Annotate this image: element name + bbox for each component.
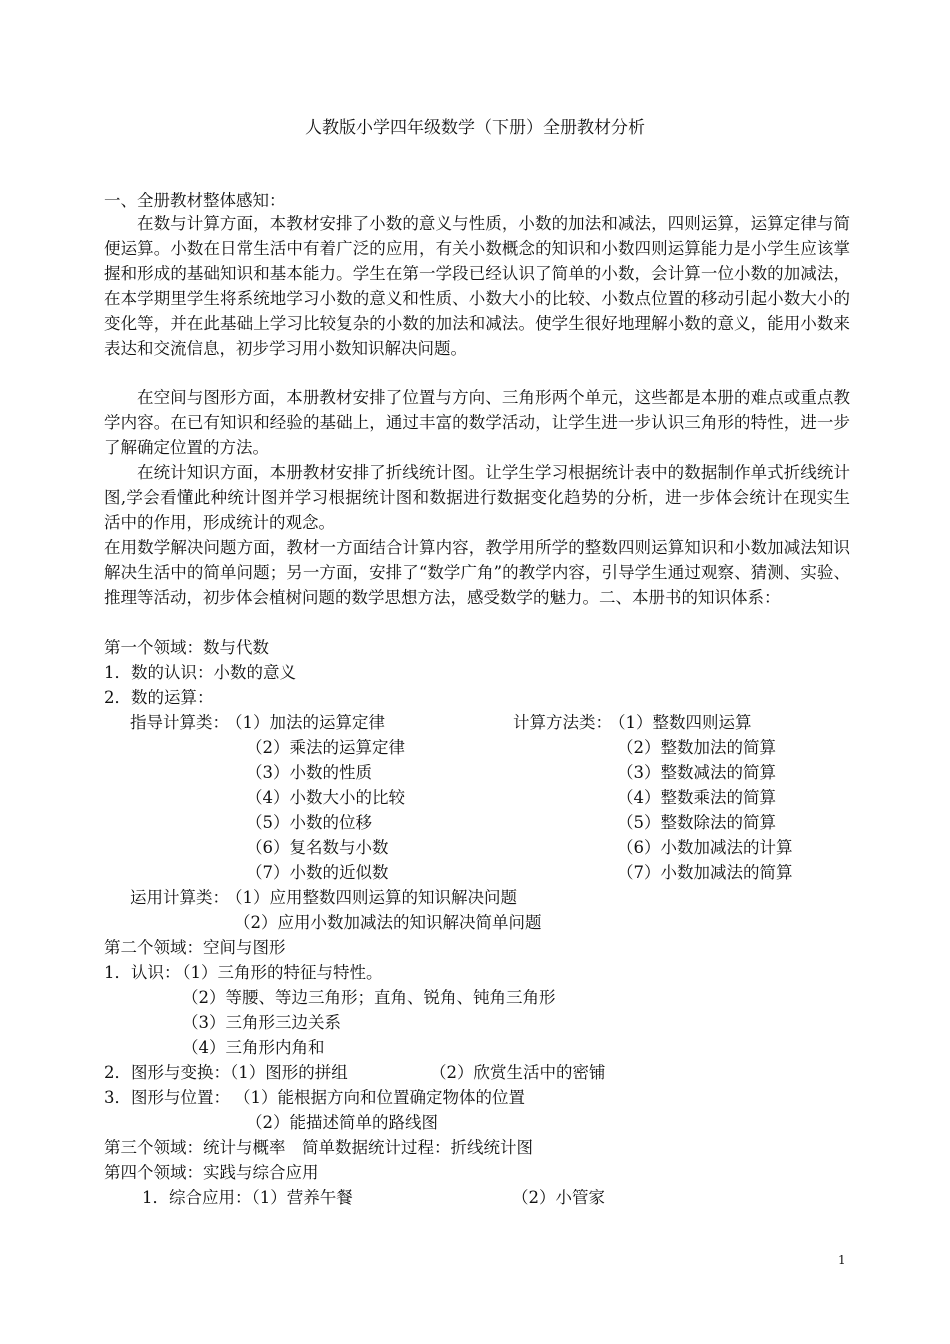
position-item: （2）能描述简单的路线图 <box>246 1113 438 1132</box>
apply-calc-item: （2）应用小数加减法的知识解决简单问题 <box>234 913 542 932</box>
method-calc-item: （3）整数减法的简算 <box>617 763 776 782</box>
recognition-label: 1．认识： <box>104 963 181 982</box>
method-calc-item: （2）整数加法的简算 <box>617 738 776 757</box>
method-calc-item: （5）整数除法的简算 <box>617 813 776 832</box>
method-calc-item: （1）整数四则运算 <box>609 713 752 732</box>
guide-calc-item: （4）小数大小的比较 <box>246 788 405 807</box>
apply-calc-item: （1）应用整数四则运算的知识解决问题 <box>226 888 517 907</box>
section-heading-overview: 一、全册教材整体感知： <box>104 191 286 210</box>
domain3-heading: 第三个领域：统计与概率 简单数据统计过程：折线统计图 <box>104 1138 533 1157</box>
transform-item-tessellation: （2）欣赏生活中的密铺 <box>430 1063 606 1082</box>
domain4-item: 1．综合应用：（1）营养午餐 <box>142 1188 353 1207</box>
apply-calc-label: 运用计算类： <box>130 888 229 907</box>
guide-calc-item: （7）小数的近似数 <box>246 863 389 882</box>
recognition-item: （3）三角形三边关系 <box>182 1013 341 1032</box>
guide-calc-item: （6）复名数与小数 <box>246 838 389 857</box>
recognition-item: （4）三角形内角和 <box>182 1038 325 1057</box>
domain1-item-operations: 2．数的运算： <box>104 688 214 707</box>
guide-calc-item: （3）小数的性质 <box>246 763 372 782</box>
guide-calc-item: （5）小数的位移 <box>246 813 372 832</box>
paragraph-problem-solving: 在用数学解决问题方面，教材一方面结合计算内容，教学用所学的整数四则运算知识和小数加减法知识解决生活中的简单问题；另一方面，安排了“数学广角”的教学内容，引导学生通过观察、猜测、实验、推理等活动，初步体会植树问题的数学思想方法，感受数学的魅力。二、本册书的知识体系： <box>104 538 850 607</box>
paragraph-space-geometry: 在空间与图形方面，本册教材安排了位置与方向、三角形两个单元，这些都是本册的难点或重点教学内容。在已有知识和经验的基础上，通过丰富的数学活动，让学生进一步认识三角形的特性，进一步了解确定位置的方法。 <box>104 388 850 457</box>
guide-calc-label: 指导计算类： <box>130 713 229 732</box>
paragraph-number-computation: 在数与计算方面，本教材安排了小数的意义与性质，小数的加法和减法，四则运算，运算定律与简便运算。小数在日常生活中有着广泛的应用，有关小数概念的知识和小数四则运算能力是小学生应该掌握和形成的基础知识和基本能力。学生在第一学段已经认识了简单的小数，会计算一位小数的加减法，在本学期里学生将系统地学习小数的意义和性质、小数大小的比较、小数点位置的移动引起小数大小的变化等，并在此基础上学习比较复杂的小数的加法和减法。使学生很好地理解小数的意义，能用小数来表达和交流信息，初步学习用小数知识解决问题。 <box>104 214 850 358</box>
position-label: 3．图形与位置： <box>104 1088 230 1107</box>
domain4-item-housekeeper: （2）小管家 <box>512 1188 605 1207</box>
domain1-item-number-recognition: 1．数的认识：小数的意义 <box>104 663 296 682</box>
domain2-heading: 第二个领域：空间与图形 <box>104 938 286 957</box>
domain4-heading: 第四个领域：实践与综合应用 <box>104 1163 319 1182</box>
method-calc-label: 计算方法类： <box>513 713 612 732</box>
guide-calc-item: （2）乘法的运算定律 <box>246 738 405 757</box>
paragraph-statistics: 在统计知识方面，本册教材安排了折线统计图。让学生学习根据统计表中的数据制作单式折线统计图,学会看懂此种统计图并学习根据统计图和数据进行数据变化趋势的分析，进一步体会统计在现实生活中的作用，形成统计的观念。 <box>104 463 850 532</box>
page-number: 1 <box>838 1253 846 1267</box>
method-calc-item: （4）整数乘法的简算 <box>617 788 776 807</box>
document-title: 人教版小学四年级数学（下册）全册教材分析 <box>305 118 645 138</box>
transform-item: 2．图形与变换：（1）图形的拼组 <box>104 1063 348 1082</box>
method-calc-item: （6）小数加减法的计算 <box>617 838 793 857</box>
recognition-item: （2）等腰、等边三角形；直角、锐角、钝角三角形 <box>182 988 556 1007</box>
domain1-heading: 第一个领域：数与代数 <box>104 638 269 657</box>
method-calc-item: （7）小数加减法的简算 <box>617 863 793 882</box>
position-item: （1）能根据方向和位置确定物体的位置 <box>234 1088 525 1107</box>
guide-calc-item: （1）加法的运算定律 <box>226 713 385 732</box>
recognition-item: （1）三角形的特征与特性。 <box>174 963 383 982</box>
